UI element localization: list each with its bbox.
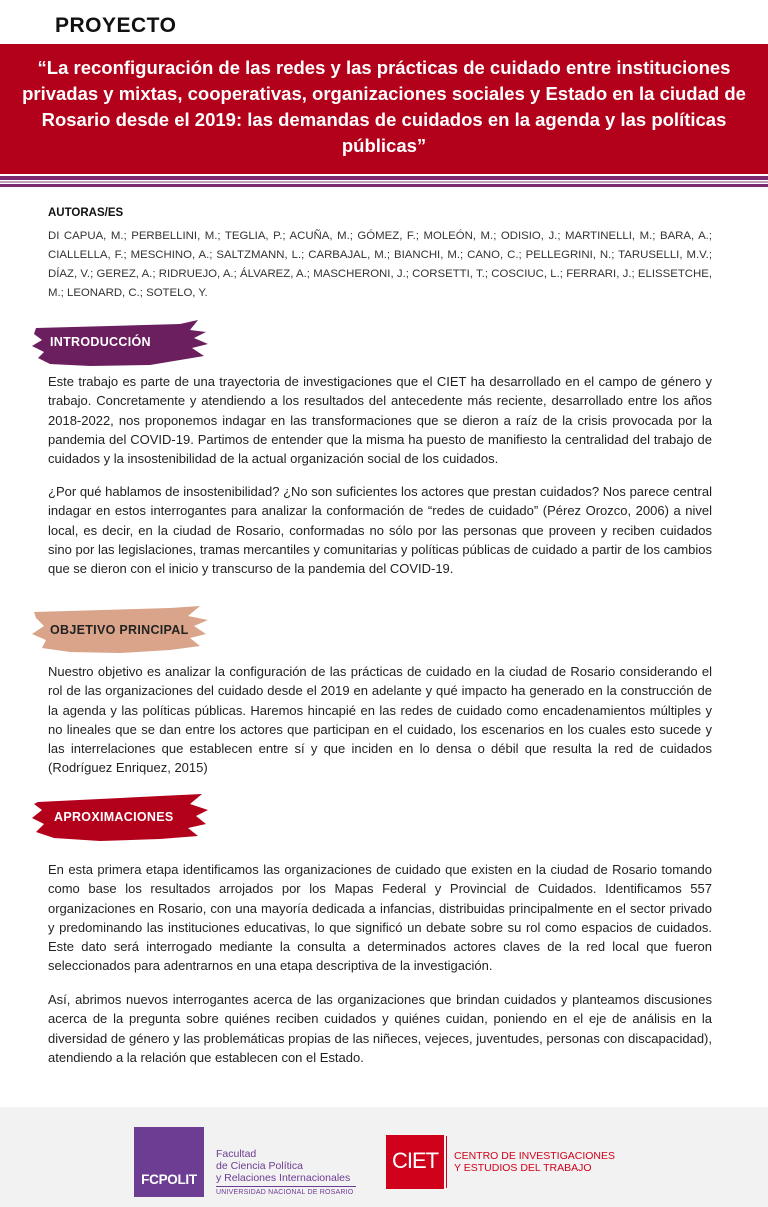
section-heading-intro: [30, 318, 210, 370]
university-name: UNIVERSIDAD NACIONAL DE ROSARIO: [216, 1189, 354, 1196]
ciet-line: Y ESTUDIOS DEL TRABAJO: [454, 1162, 592, 1174]
section-heading-label: APROXIMACIONES: [54, 810, 174, 824]
ciet-name: [454, 1150, 615, 1174]
divider-stripe: [0, 181, 768, 183]
faculty-line: de Ciencia Política: [216, 1160, 303, 1172]
aprox-paragraph-1: En esta primera etapa identificamos las organizaciones de cuidado que existen en la ciudad de Rosario tomando como base los resultados arrojados por los Mapas Federal y Provincial de Cuidados. Identificamos 557 organizaciones en Rosario, con una mayoría dedicada a infancias, distribuidas principalmente en el sector privado y predominando las instituciones educativas, lo que significó un debate sobre su rol como espacios de cuidados. Este dato será interrogado mediante la consulta a determinados actores claves de la red local que fueron seleccionados para adentrarnos en una etapa descriptiva de la investigación.: [48, 862, 712, 974]
aprox-paragraph-2: Así, abrimos nuevos interrogantes acerca de las organizaciones que brindan cuidados y planteamos discusiones acerca de la pregunta sobre quiénes reciben cuidados y quiénes cuidan, poniendo en el eje de análisis en la diversidad de género y las problemáticas propias de las niñeces, vejeces, juventudes, personas con discapacidad), atendiendo a la relación que establecen con el Estado.: [48, 992, 712, 1065]
section-heading-objetivo: [30, 604, 210, 656]
faculty-name: [216, 1148, 350, 1184]
faculty-rule: [216, 1186, 356, 1187]
divider-stripe: [0, 184, 768, 187]
ciet-logo-text: CIET: [391, 1148, 439, 1173]
section-heading-label: INTRODUCCIÓN: [50, 335, 151, 349]
intro-paragraph-1: Este trabajo es parte de una trayectoria de investigaciones que el CIET ha desarrollado en el campo de género y trabajo. Concretamente y atendiendo a los resultados del antecedente más reciente, desarrollado entre los años 2018-2022, nos proponemos indagar en las transformaciones que se dieron a raíz de la crisis provocada por la pandemia del COVID-19. Partimos de entender que la misma ha puesto de manifiesto la centralidad del trabajo de cuidados y la insostenibilidad de la actual organización social de los cuidados.: [48, 374, 712, 467]
project-title: “La reconfiguración de las redes y las prácticas de cuidado entre instituciones privadas y mixtas, cooperativas, organizaciones sociales y Estado en la ciudad de Rosario desde el 2019: las demandas de cuidados en la agenda y las políticas públicas”: [22, 57, 746, 156]
section-heading-label: OBJETIVO PRINCIPAL: [50, 623, 189, 637]
intro-paragraph-2: ¿Por qué hablamos de insostenibilidad? ¿No son suficientes los actores que prestan cuidados? Nos parece central indagar en estos interrogantes para analizar la conformación de “redes de cuidado” (Pérez Orozco, 2006) a nivel local, es decir, en la ciudad de Rosario, conformadas no sólo por las personas que proveen y reciben cuidados sino por las legislaciones, tramas mercantiles y comunitarias y políticas públicas de cuidado a partir de los cambios que se dieron con el inicio y transcurso de la pandemia del COVID-19.: [48, 484, 712, 577]
ciet-divider: [446, 1136, 447, 1188]
authors-list: DI CAPUA, M.; PERBELLINI, M.; TEGLIA, P.; ACUÑA, M.; GÓMEZ, F.; MOLEÓN, M.; ODISIO, J.; MARTINELLI, M.; BARA, A.; CIALLELLA, F.; MESCHINO, A.; SALTZMANN, L.; CARBAJAL, M.; BIANCHI, M.; CANO, C.; PELLEGRINI, N.; TARUSELLI, M.V.; DÍAZ, V.; GEREZ, A.; RIDRUEJO, A.; ÁLVAREZ, A.; MASCHERONI, J.; CORSETTI, T.; COSCIUC, L.; FERRARI, J.; ELISSETCHE, M.; LEONARD, C.; SOTELO, Y.: [48, 230, 712, 299]
section-heading-aprox: [30, 792, 210, 844]
doc-label: PROYECTO: [55, 14, 177, 37]
faculty-line: y Relaciones Internacionales: [216, 1172, 351, 1184]
authors-heading: AUTORAS/ES: [48, 207, 124, 219]
faculty-line: Facultad: [216, 1148, 257, 1160]
fcpolit-logo-text: FCPOLIT: [141, 1172, 197, 1187]
objetivo-paragraph-1: Nuestro objetivo es analizar la configuración de las prácticas de cuidado en la ciudad de Rosario considerando el rol de las organizaciones del cuidado desde el 2019 en adelante y qué impacto ha generado en la construcción de la agenda y las políticas públicas. Haremos hincapié en las redes de cuidado como encadenamientos múltiples y no lineales que se dan entre los actores que participan en el cuidado, los escenarios en los cuales esto sucede y las interrelaciones que establecen entre sí y que inciden en lo densa o débil que resulta la red de cuidados (Rodríguez Enriquez, 2015): [48, 664, 712, 776]
divider-stripe: [0, 176, 768, 180]
ciet-line: CENTRO DE INVESTIGACIONES: [454, 1150, 616, 1162]
footer-band: [0, 1107, 768, 1207]
